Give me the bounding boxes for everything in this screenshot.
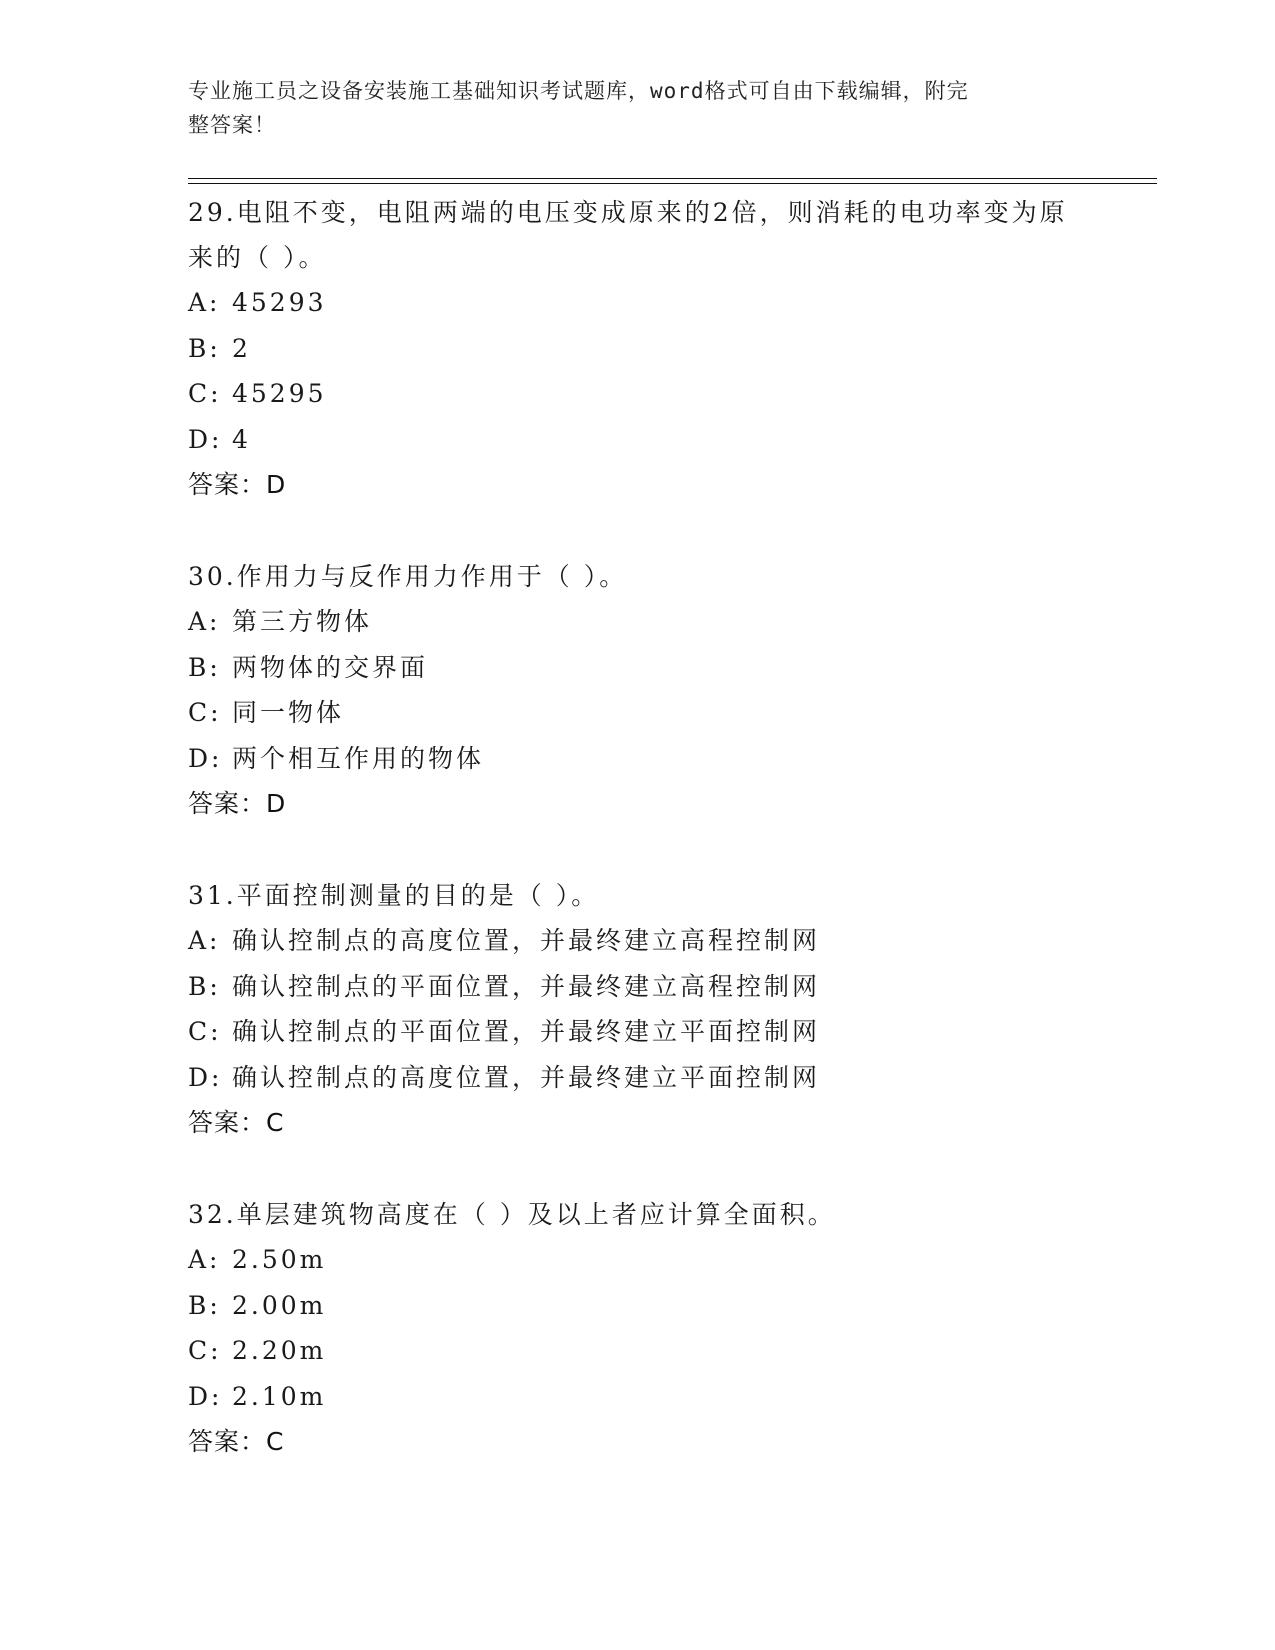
question-spacer	[188, 826, 1088, 873]
option-text: 2	[232, 333, 251, 363]
option-c	[188, 690, 1088, 736]
option-text: 同一物体	[232, 698, 345, 727]
option-text: 两物体的交界面	[232, 652, 429, 682]
option-label: D:	[188, 424, 223, 454]
option-label: B:	[188, 652, 221, 682]
option-label: D:	[188, 1062, 223, 1092]
question-31	[188, 873, 1088, 1145]
option-text: 确认控制点的平面位置，并最终建立高程控制网	[232, 971, 821, 1001]
question-stem: 32.单层建筑物高度在（ ）及以上者应计算全面积。	[188, 1200, 836, 1229]
option-b	[188, 1283, 1088, 1329]
option-text: 确认控制点的高度位置，并最终建立高程控制网	[232, 926, 821, 955]
question-stem: 30.作用力与反作用力作用于（ ）。	[188, 562, 628, 591]
question-stem: 31.平面控制测量的目的是（ ）。	[188, 881, 600, 910]
option-c	[188, 1328, 1088, 1374]
option-label: A:	[188, 607, 221, 636]
option-d	[188, 1055, 1088, 1101]
option-text: 两个相互作用的物体	[232, 743, 485, 773]
option-text: 确认控制点的平面位置，并最终建立平面控制网	[232, 1017, 821, 1046]
header-divider-top	[188, 178, 1157, 179]
option-c	[188, 371, 1088, 417]
option-label: C:	[188, 1336, 222, 1365]
question-spacer	[188, 507, 1088, 554]
option-label: B:	[188, 1290, 221, 1320]
option-label: C:	[188, 379, 222, 408]
option-label: B:	[188, 971, 221, 1001]
option-label: B:	[188, 333, 221, 363]
option-text: 45295	[232, 379, 327, 408]
option-text: 45293	[232, 288, 327, 317]
option-text: 2.10m	[232, 1381, 327, 1411]
answer-line: 答案：D	[188, 789, 287, 818]
option-text: 确认控制点的高度位置，并最终建立平面控制网	[232, 1062, 821, 1092]
option-d	[188, 417, 1088, 463]
question-32	[188, 1192, 1088, 1464]
option-label: D:	[188, 1381, 223, 1411]
question-29	[188, 190, 1088, 507]
header-divider-bottom	[188, 183, 1157, 184]
option-text: 2.00m	[232, 1290, 327, 1320]
header-line-2: 整答案！	[188, 113, 276, 137]
question-spacer	[188, 1145, 1088, 1192]
option-text: 2.50m	[232, 1245, 327, 1274]
option-label: A:	[188, 926, 221, 955]
option-d	[188, 1374, 1088, 1420]
option-a	[188, 918, 1088, 964]
option-a	[188, 599, 1088, 645]
question-30	[188, 554, 1088, 826]
option-text: 4	[232, 424, 251, 454]
document-header	[188, 74, 1078, 142]
question-list	[188, 190, 1088, 1464]
answer-line: 答案：C	[188, 1108, 285, 1137]
option-b	[188, 964, 1088, 1010]
option-label: C:	[188, 1017, 222, 1046]
option-text: 2.20m	[232, 1336, 327, 1365]
option-label: C:	[188, 698, 222, 727]
option-a	[188, 280, 1088, 326]
option-d	[188, 736, 1088, 782]
answer-line: 答案：C	[188, 1427, 285, 1456]
option-c	[188, 1009, 1088, 1055]
option-label: D:	[188, 743, 223, 773]
option-b	[188, 645, 1088, 691]
option-a	[188, 1237, 1088, 1283]
option-b	[188, 326, 1088, 372]
option-label: A:	[188, 1245, 221, 1274]
option-text: 第三方物体	[232, 607, 373, 636]
header-line-1: 专业施工员之设备安装施工基础知识考试题库，word格式可自由下载编辑，附完	[188, 79, 969, 103]
option-label: A:	[188, 288, 221, 317]
answer-line: 答案：D	[188, 470, 287, 499]
question-stem: 29.电阻不变，电阻两端的电压变成原来的2倍，则消耗的电功率变为原来的（ ）。	[188, 198, 1068, 272]
